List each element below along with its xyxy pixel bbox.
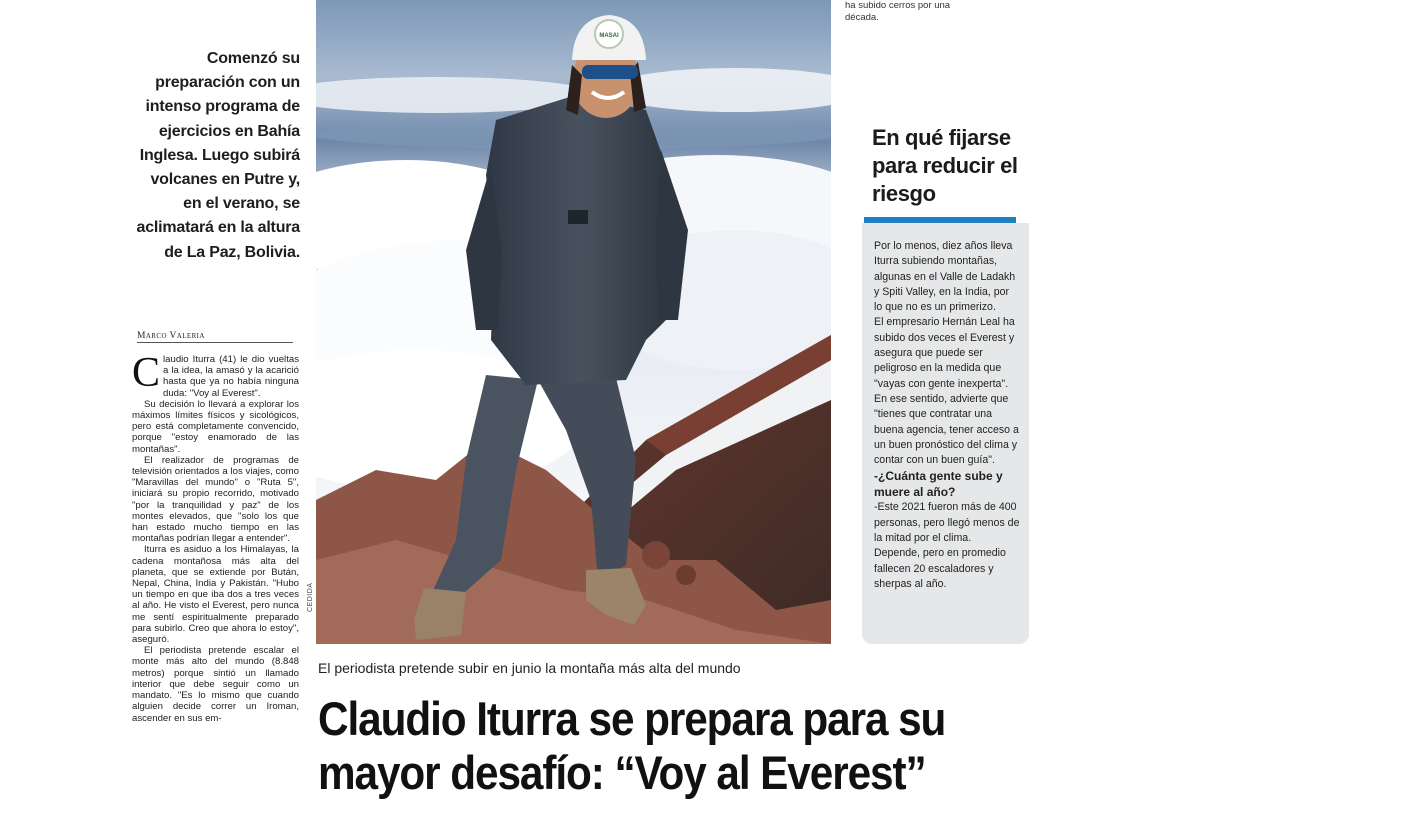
body-paragraph: Su decisión lo llevará a explorar los máximos límites físicos y sicológicos, pero está completamente convencido, porque "estoy enamorado de las montañas". <box>132 398 299 455</box>
top-note: ha subido cerros por una década. <box>845 0 951 23</box>
body-paragraph: El realizador de programas de televisión orientados a los viajes, como "Maravillas del mundo" o "Ruta 5", iniciará su propio recorrido, motivado "por la tranquilidad y paz" de los montes elevados, que "solo los que han estado mucho tiempo en las montañas podrían llegar a entender". <box>132 454 299 545</box>
sidebar-answer: -Este 2021 fueron más de 400 personas, pero llegó menos de la mitad por el clima. Depende, pero en promedio fallecen 20 escaladores y sherpas al año. <box>874 501 1020 590</box>
headline-line-2: mayor desafío: “Voy al Everest” <box>318 746 926 799</box>
helmet-logo-text: MASAI <box>599 33 619 39</box>
sidebar-paragraph: El empresario Hernán Leal ha subido dos veces el Everest y asegura que puede ser peligroso en la medida que "vayas con gente inexperta". En ese sentido, advierte que "tienes que contratar una buena agencia, tener acceso a un buen pronóstico del clima y contar con un buen guía". <box>874 316 1019 467</box>
byline: Marco Valeria <box>137 331 293 343</box>
pull-quote: Comenzó su preparación con un intenso programa de ejercicios en Bahía Inglesa. Luego subirá volcanes en Putre y, en el verano, se aclimatará en la altura de La Paz, Bolivia. <box>136 50 300 261</box>
article-body <box>132 354 299 814</box>
body-paragraph: El periodista pretende escalar el monte más alto del mundo (8.848 metros) porque sintió un llamado interior que debe seguir como un mandato. "Es lo mismo que cuando alguien decide correr un Iroman, ascender en sus em- <box>132 645 299 724</box>
body-paragraph: Claudio Iturra (41) le dio vueltas a la idea, la amasó y la acarició hasta que ya no había ninguna duda: "Voy al Everest". <box>132 354 299 399</box>
drop-cap: C <box>132 354 161 396</box>
headline-line-1: Claudio Iturra se prepara para su <box>318 692 946 745</box>
photo-caption: El periodista pretende subir en junio la montaña más alta del mundo <box>318 660 741 676</box>
article-photo <box>316 0 831 644</box>
sidebar-paragraph: Por lo menos, diez años lleva Iturra subiendo montañas, algunas en el Valle de Ladakh y Spiti Valley, en la India, por lo que no es un primerizo. <box>874 240 1016 314</box>
sidebar-question: -¿Cuánta gente sube y muere al año? <box>874 469 1003 499</box>
headline <box>318 692 966 800</box>
body-paragraph: Iturra es asiduo a los Himalayas, la cadena montañosa más alta del planeta, que se extiende por Bután, Nepal, China, India y Pakistán. "Hubo un tiempo en que iba dos a tres veces al año. He visto el Everest, pero nunca me sentí espiritualmente preparado para subirlo. Creo que ahora lo estoy", aseguró. <box>132 544 299 646</box>
sidebar-title: En qué fijarse para reducir el riesgo <box>872 125 1018 206</box>
sidebar-text <box>874 239 1020 592</box>
photo-credit: CEDIDA <box>307 582 314 612</box>
